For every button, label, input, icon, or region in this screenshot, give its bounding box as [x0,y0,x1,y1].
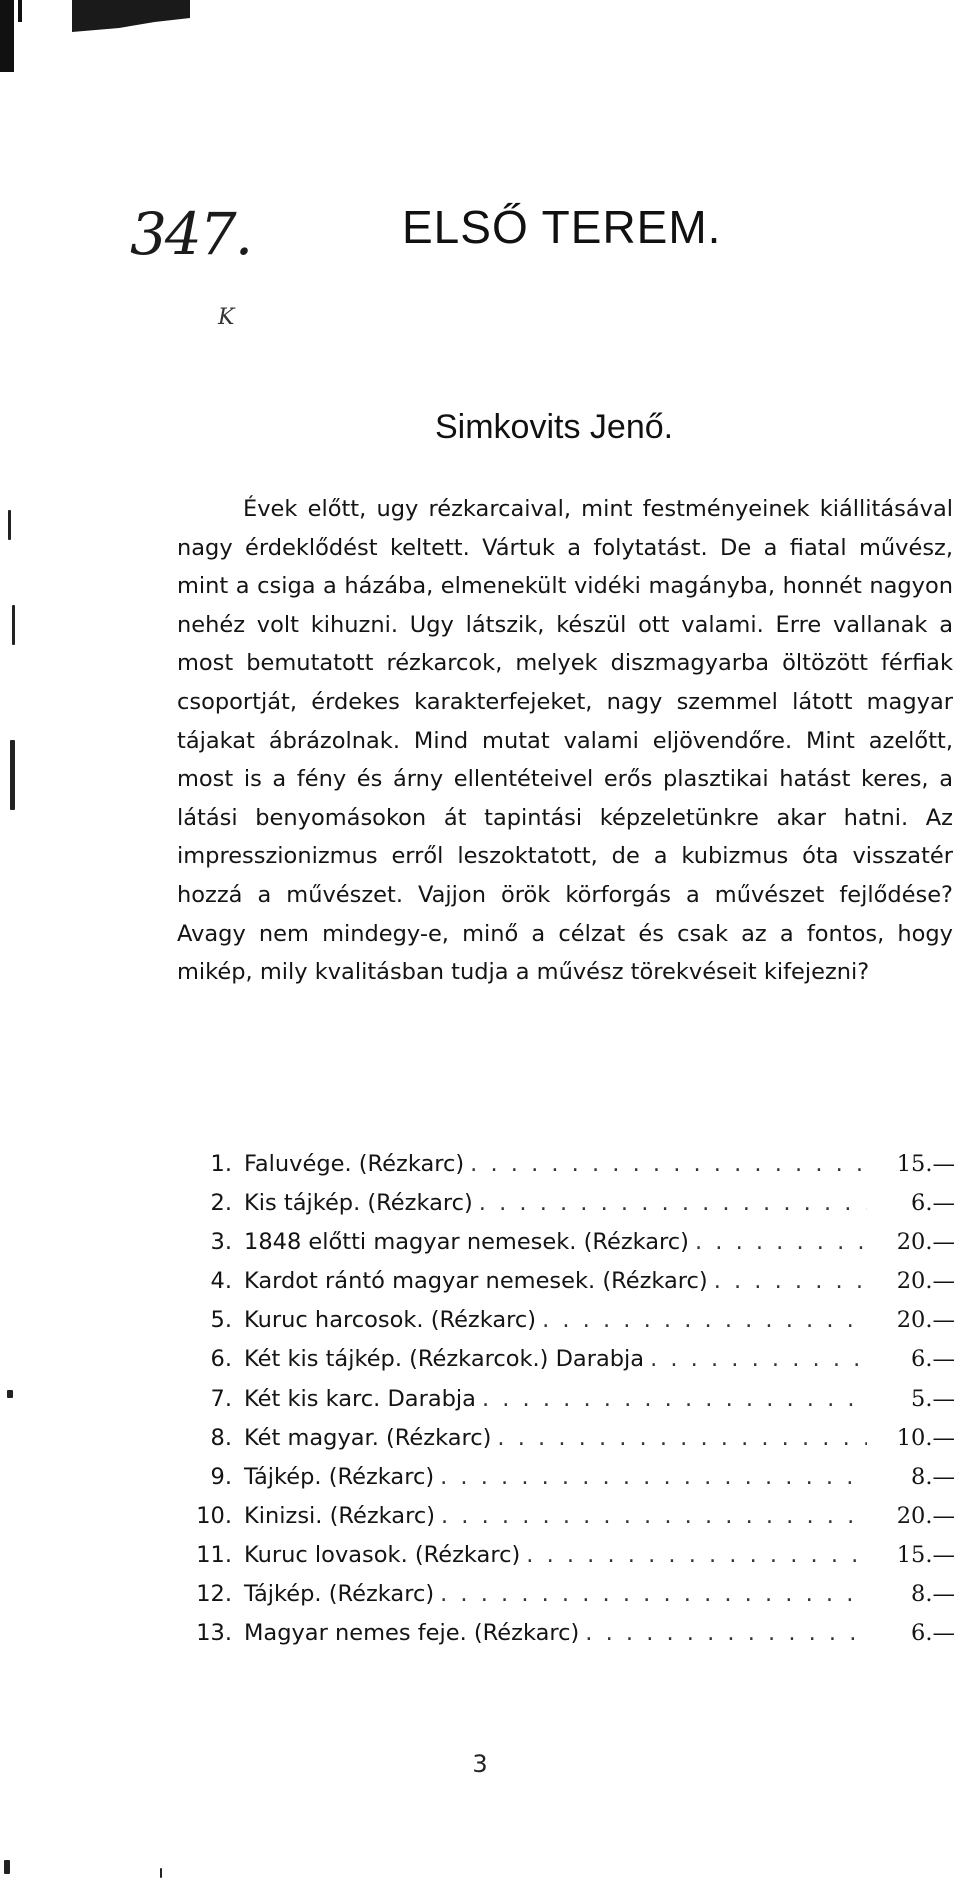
catalog-item-number: 5. [210,1307,232,1334]
catalog-item-price: 5.— [911,1385,955,1412]
intro-text: Évek előtt, ugy rézkarcaival, mint festményeinek kiállitásával nagy érdeklődést keltett. Vártuk a folytatást. De a fiatal művész, mint a csiga a házába, elmenekült vidéki magányba, honnét nagyon nehéz volt kihuzni. Ugy látszik, készül ott valami. Erre vallanak a most bemutatott rézkarcok, melyek diszmagyarba öltözött férfiak csoportját, érdekes karakterfejeket, nagy szemmel látott magyar tájakat ábrázolnak. Mind mutat valami eljövendőre. Mint azelőtt, most is a fény és árny ellentéteivel erős plasztikai hatást keres, a látási benyomásokon át tapintási képzeletünkre akar hatni. Az impresszionizmus erről leszoktatott, de a kubizmus óta visszatér hozzá a művészet. Vajjon örök körforgás a művészet fejlődése? Avagy nem mindegy-e, minő a célzat és csak az a fontos, hogy mikép, mily kvalitásban tudja a művész törekvéseit kifejezni? [177,496,953,986]
leader-dots [491,1425,867,1451]
catalog-item-number: 11. [196,1541,232,1568]
catalog-item [180,1542,955,1581]
binding-edge-mark [0,0,14,72]
catalog-item-title: Kuruc harcosok. (Rézkarc) [244,1307,537,1334]
leader-dots [536,1307,867,1333]
catalog-item [180,1581,955,1620]
catalog-item [180,1151,955,1190]
catalog-item-title: Kardot rántó magyar nemesek. (Rézkarc) [244,1268,708,1295]
margin-speck [7,1390,13,1398]
catalog-item-number: 1. [210,1151,232,1177]
catalog-item-title: Faluvége. (Rézkarc) [244,1151,465,1177]
catalog-item-title: Két kis karc. Darabja [244,1385,476,1412]
catalog-item-price: 6.— [911,1620,955,1647]
catalog-item-number: 8. [210,1424,232,1451]
page-number: 3 [472,1750,488,1778]
catalog-item [180,1503,955,1542]
leader-dots [464,1151,867,1177]
catalog-item-number: 12. [196,1581,232,1608]
catalog-item-price: 15.— [896,1151,955,1177]
catalog-item-number: 4. [210,1268,232,1295]
margin-speck [10,740,15,810]
catalog-item-price: 20.— [896,1307,955,1334]
catalog-item-title: Kuruc lovasok. (Rézkarc) [244,1541,521,1568]
catalog-item-price: 8.— [911,1463,955,1490]
catalog-item-number: 9. [210,1463,232,1490]
margin-speck [8,510,11,540]
catalog-item [180,1464,955,1503]
catalog-item-title: Tájkép. (Rézkarc) [244,1463,435,1490]
catalog-item-price: 6.— [911,1346,955,1373]
scan-corner-artifact [72,0,190,40]
margin-speck [4,1860,10,1874]
room-title: ELSŐ TEREM. [402,201,722,253]
catalog-item [180,1229,955,1268]
catalog-list [180,1151,955,1659]
leader-dots [644,1346,867,1372]
catalog-item [180,1190,955,1229]
catalog-item-title: 1848 előtti magyar nemesek. (Rézkarc) [244,1229,689,1256]
leader-dots [434,1464,867,1490]
catalog-item-number: 6. [210,1346,232,1373]
catalog-item [180,1425,955,1464]
handwritten-inventory-number: 347. [130,200,252,268]
leader-dots [708,1268,867,1294]
catalog-item-title: Két kis tájkép. (Rézkarcok.) Darabja [244,1346,645,1373]
margin-speck [12,605,15,645]
catalog-item-number: 13. [196,1620,232,1647]
catalog-item [180,1346,955,1385]
leader-dots [520,1542,867,1568]
catalog-item [180,1620,955,1659]
binding-edge-mark [18,0,22,22]
catalog-item-number: 3. [210,1229,232,1256]
catalog-item-price: 6.— [911,1190,955,1217]
catalog-item-number: 7. [210,1385,232,1412]
catalog-item [180,1386,955,1425]
catalog-item-price: 8.— [911,1581,955,1608]
intro-paragraph [177,490,953,992]
leader-dots [579,1620,867,1646]
catalog-item [180,1307,955,1346]
leader-dots [473,1190,867,1216]
catalog-item-price: 20.— [896,1502,955,1529]
catalog-item-title: Tájkép. (Rézkarc) [244,1581,435,1608]
catalog-item-price: 10.— [896,1424,955,1451]
margin-speck [160,1868,162,1878]
leader-dots [434,1581,867,1607]
artist-name: Simkovits Jenő. [435,408,674,446]
catalog-item-number: 10. [196,1502,232,1529]
leader-dots [689,1229,867,1255]
catalog-item-title: Kis tájkép. (Rézkarc) [244,1190,473,1217]
leader-dots [435,1503,867,1529]
catalog-item [180,1268,955,1307]
catalog-item-title: Két magyar. (Rézkarc) [244,1424,492,1451]
catalog-item-title: Magyar nemes feje. (Rézkarc) [244,1620,580,1647]
catalog-item-title: Kinizsi. (Rézkarc) [244,1502,435,1529]
catalog-item-price: 20.— [896,1268,955,1295]
catalog-item-price: 15.— [896,1541,955,1568]
handwritten-letter: K [218,305,235,330]
catalog-item-price: 20.— [896,1229,955,1256]
catalog-item-number: 2. [210,1190,232,1217]
leader-dots [476,1386,867,1412]
